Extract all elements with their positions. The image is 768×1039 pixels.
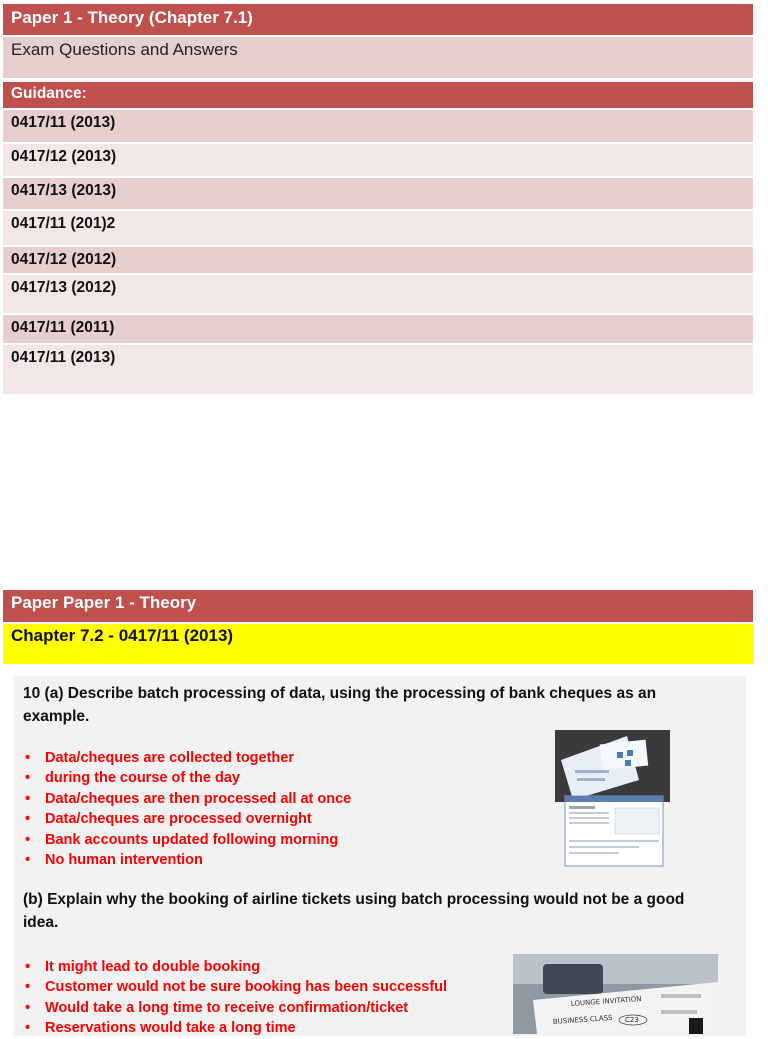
slide-1-subtitle: Exam Questions and Answers (3, 37, 753, 78)
answer-item: • Data/cheques are then processed all at once (21, 789, 351, 809)
slide-1-title: Paper 1 - Theory (Chapter 7.1) (3, 4, 753, 35)
answer-item: • Customer would not be sure booking has been successful (21, 977, 447, 997)
question-a: 10 (a) Describe batch processing of data, using the processing of bank cheques as an example. (23, 685, 657, 725)
bank-cheque-image (555, 730, 673, 868)
answer-item: • Data/cheques are processed overnight (21, 809, 351, 829)
list-item: 0417/13 (2013) (3, 177, 753, 209)
list-item: 0417/12 (2012) (3, 246, 753, 273)
answer-item: • Data/cheques are collected together (21, 748, 351, 768)
answer-item: • Reservations would take a long time (21, 1018, 447, 1038)
chapter-heading: Chapter 7.2 - 0417/11 (2013) (3, 624, 753, 664)
answer-item: • It might lead to double booking (21, 957, 447, 977)
ticket-text-line2: BUSINESS CLASS (552, 1013, 613, 1026)
answer-item: • No human intervention (21, 850, 351, 870)
question-panel (13, 676, 746, 1036)
guidance-label: Guidance: (3, 82, 753, 108)
answer-item: • during the course of the day (21, 768, 351, 788)
list-item: 0417/13 (2012) (3, 274, 753, 313)
answers-b-list (21, 957, 447, 1039)
list-item: 0417/11 (2011) (3, 314, 753, 343)
list-item: 0417/11 (2013) (3, 344, 753, 394)
ticket-text-line1: LOUNGE INVITATION (570, 995, 642, 1008)
airline-ticket-image (513, 954, 718, 1034)
slide-2-title: Paper Paper 1 - Theory (3, 590, 753, 622)
question-b: (b) Explain why the booking of airline tickets using batch processing would not be a good idea. (23, 891, 685, 931)
ticket-seat: C23 (625, 1016, 639, 1024)
answers-a-list (21, 748, 351, 870)
answer-item: • Would take a long time to receive confirmation/ticket (21, 998, 447, 1018)
answer-item: • Bank accounts updated following morning (21, 830, 351, 850)
slide-2 (3, 590, 753, 1037)
list-item: 0417/11 (201)2 (3, 210, 753, 245)
list-item: 0417/12 (2013) (3, 143, 753, 176)
list-item: 0417/11 (2013) (3, 110, 753, 142)
